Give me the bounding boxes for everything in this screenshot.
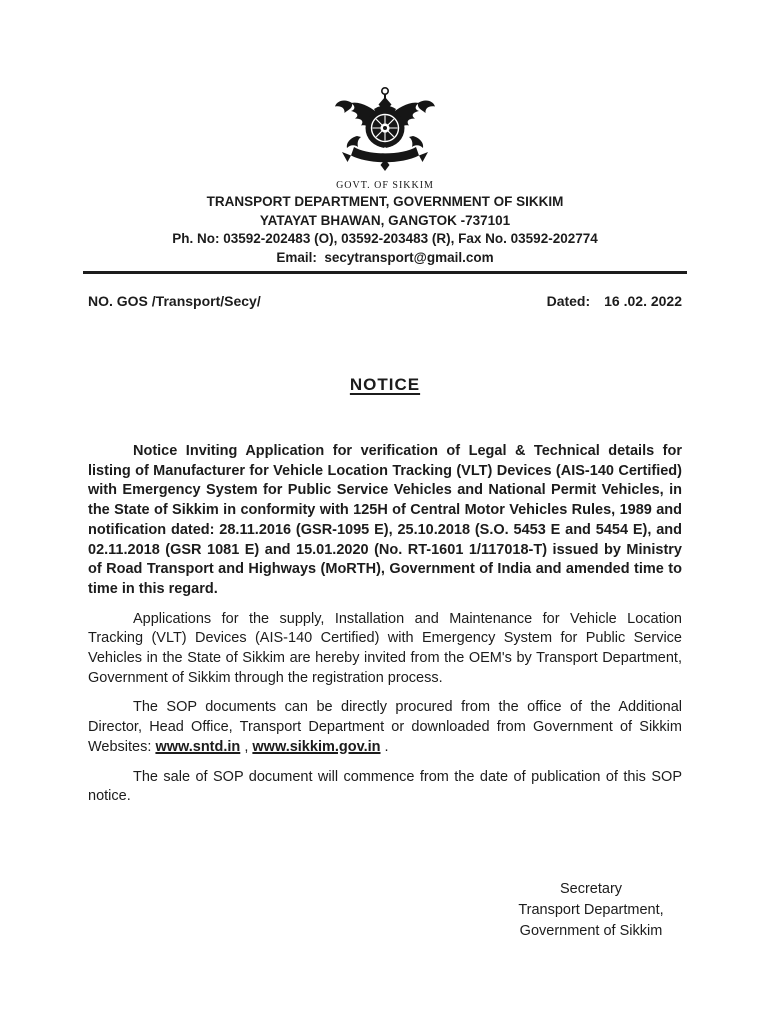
letterhead bbox=[88, 193, 682, 267]
signatory-department: Transport Department, bbox=[518, 901, 664, 918]
department-name: TRANSPORT DEPARTMENT, GOVERNMENT OF SIKKIM bbox=[206, 194, 564, 209]
paragraph-3 bbox=[88, 698, 687, 757]
signature-block bbox=[496, 879, 686, 942]
paragraph-2: Applications for the supply, Installation and Maintenance for Vehicle Location Tracking (VLT) Devices (AIS-140 Certified) with Emergency System for Public Service Vehicles in the State of Sikkim are hereby invited from the OEM's by Transport Department, Government of Sikkim through the registration process. bbox=[88, 610, 682, 686]
notice-title: NOTICE bbox=[349, 375, 421, 394]
reference-number: NO. GOS /Transport/Secy/ bbox=[88, 293, 261, 309]
emblem-block bbox=[88, 0, 682, 191]
paragraph-3-end: . bbox=[380, 738, 389, 755]
department-address: YATAYAT BHAWAN, GANGTOK -737101 bbox=[259, 212, 511, 228]
date-value: 16 .02. 2022 bbox=[604, 293, 682, 309]
date-field bbox=[547, 293, 682, 309]
signatory-title: Secretary bbox=[559, 880, 623, 897]
paragraph-1: Notice Inviting Application for verification of Legal & Technical details for listing of Manufacturer for Vehicle Location Tracking (VLT) Devices (AIS-140 Certified) with Emergency System for Public Service Vehicles and National Permit Vehicles, in the State of Sikkim in conformity with 125H of Central Motor Vehicles Rules, 1989 and notification dated: 28.11.2016 (GSR-1095 E), 25.10.2018 (S.O. 5453 E and 5454 E), and 02.11.2018 (GSR 1081 E) and 15.01.2020 (No. RT-1601 1/117018-T) issued by Ministry of Road Transport and Highways (MoRTH), Government of India and amended time to time in this regard. bbox=[88, 443, 682, 597]
department-email: Email: secytransport@gmail.com bbox=[276, 249, 494, 265]
header-rule bbox=[83, 271, 687, 274]
paragraph-4: The sale of SOP document will commence from the date of publication of this SOP notice. bbox=[88, 768, 682, 805]
link-separator: , bbox=[240, 738, 253, 755]
department-phone-fax: Ph. No: 03592-202483 (O), 03592-203483 (R), Fax No. 03592-202774 bbox=[172, 231, 598, 246]
sikkim-crest-icon bbox=[333, 86, 437, 174]
paragraph-3-text: The SOP documents can be directly procured from the office of the Additional Director, Head Office, Transport Department or downloaded from Government of Sikkim Websites: bbox=[88, 699, 687, 755]
reference-row bbox=[88, 293, 682, 309]
date-label: Dated: bbox=[546, 293, 591, 309]
sntd-website-link[interactable]: www.sntd.in bbox=[155, 738, 241, 755]
signatory-government: Government of Sikkim bbox=[519, 922, 663, 939]
sikkim-gov-website-link[interactable]: www.sikkim.gov.in bbox=[252, 738, 381, 755]
emblem-caption: GOVT. OF SIKKIM bbox=[336, 180, 434, 191]
